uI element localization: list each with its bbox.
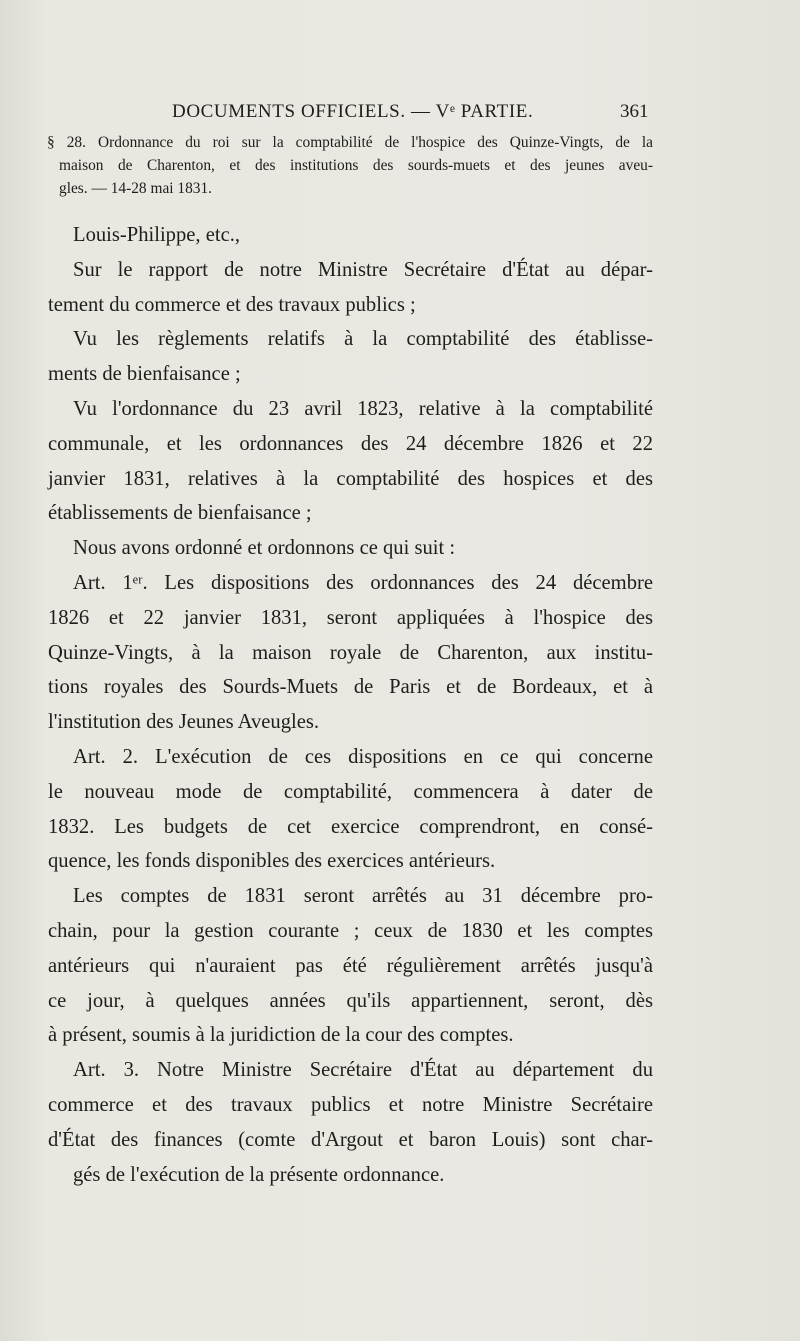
text-line: Vu l'ordonnance du 23 avril 1823, relative à la comptabilité — [73, 397, 653, 420]
text-line: Art. 2. L'exécution de ces dispositions en ce qui concerne — [73, 745, 653, 768]
text-line: Art. 3. Notre Ministre Secrétaire d'État au département du — [73, 1059, 653, 1082]
text-line: Art. 1ᵉʳ. Les dispositions des ordonnances des 24 décembre — [73, 571, 653, 594]
ordinance-text — [48, 218, 653, 1192]
text-line: 1826 et 22 janvier 1831, seront appliquées à l'hospice des — [48, 606, 653, 629]
text-line: Nous avons ordonné et ordonnons ce qui suit : — [73, 537, 456, 560]
text-line: tions royales des Sourds-Muets de Paris et de Bordeaux, et à — [48, 676, 653, 699]
text-line: antérieurs qui n'auraient pas été régulièrement arrêtés jusqu'à — [48, 954, 653, 977]
text-line: l'institution des Jeunes Aveugles. — [48, 711, 320, 734]
text-line: janvier 1831, relatives à la comptabilité des hospices et des — [48, 467, 653, 490]
text-line: communale, et les ordonnances des 24 décembre 1826 et 22 — [48, 432, 653, 455]
text-line: commerce et des travaux publics et notre Ministre Secrétaire — [48, 1093, 653, 1116]
note-line: maison de Charenton, et des institutions des sourds-muets et des jeunes aveu- — [59, 157, 653, 174]
text-line: le nouveau mode de comptabilité, commencera à dater de — [48, 780, 653, 803]
text-line: Vu les règlements relatifs à la comptabilité des établisse- — [73, 328, 653, 351]
text-line: gés de l'exécution de la présente ordonnance. — [73, 1163, 445, 1186]
text-line: ments de bienfaisance ; — [48, 363, 241, 386]
text-line: chain, pour la gestion courante ; ceux de 1830 et les comptes — [48, 919, 653, 942]
text-line: ce jour, à quelques années qu'ils appartiennent, seront, dès — [48, 989, 653, 1012]
section-heading-note — [47, 131, 653, 200]
text-line: d'État des finances (comte d'Argout et baron Louis) sont char- — [48, 1128, 653, 1151]
text-line: Quinze-Vingts, à la maison royale de Charenton, aux institu- — [48, 641, 653, 664]
text-line: à présent, soumis à la juridiction de la cour des comptes. — [48, 1024, 514, 1047]
text-line: Sur le rapport de notre Ministre Secrétaire d'État au dépar- — [73, 258, 653, 281]
page-number: 361 — [620, 101, 649, 122]
text-line: 1832. Les budgets de cet exercice comprendront, en consé- — [48, 815, 653, 838]
text-line: Les comptes de 1831 seront arrêtés au 31 décembre pro- — [73, 885, 653, 908]
text-line: Louis-Philippe, etc., — [73, 224, 241, 246]
text-line: quence, les fonds disponibles des exercices antérieurs. — [48, 850, 496, 873]
note-line: § 28. Ordonnance du roi sur la comptabilité de l'hospice des Quinze-Vingts, de la — [47, 134, 653, 151]
note-line: gles. — 14-28 mai 1831. — [59, 180, 213, 197]
text-line: tement du commerce et des travaux publics ; — [48, 293, 416, 316]
text-line: établissements de bienfaisance ; — [48, 502, 312, 525]
running-head: DOCUMENTS OFFICIELS. — Vᵉ PARTIE. — [172, 101, 534, 122]
